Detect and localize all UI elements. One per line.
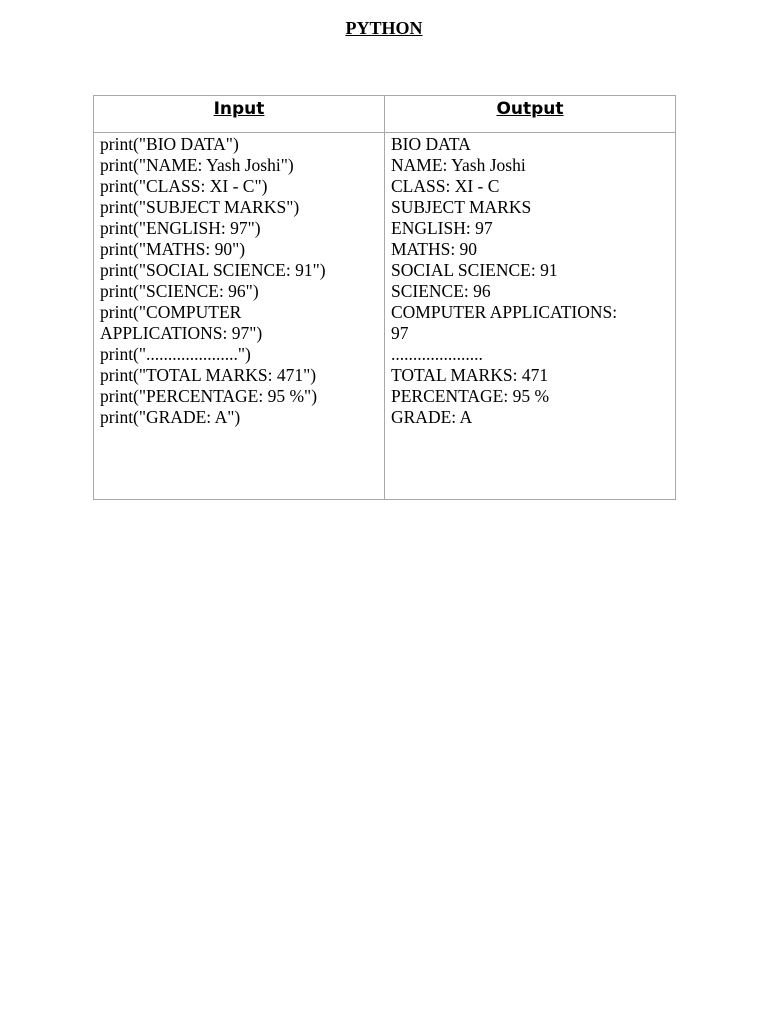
output-line: .....................	[391, 344, 483, 364]
input-line: print("GRADE: A")	[100, 407, 241, 427]
output-line: NAME: Yash Joshi	[391, 155, 526, 175]
input-line: print("NAME: Yash Joshi")	[100, 155, 294, 175]
output-line: MATHS: 90	[391, 239, 478, 259]
output-line: COMPUTER APPLICATIONS:	[391, 302, 618, 322]
input-line: print("SUBJECT MARKS")	[100, 197, 300, 217]
input-column-header: Input	[94, 96, 385, 133]
input-output-table	[93, 95, 676, 500]
output-line: GRADE: A	[391, 407, 473, 427]
output-line: CLASS: XI - C	[391, 176, 500, 196]
input-line: APPLICATIONS: 97")	[100, 323, 263, 343]
input-line: print("ENGLISH: 97")	[100, 218, 261, 238]
input-line: print("COMPUTER	[100, 302, 242, 322]
input-line: print("CLASS: XI - C")	[100, 176, 268, 196]
output-line: SUBJECT MARKS	[391, 197, 532, 217]
table-row	[94, 133, 676, 500]
output-line: SOCIAL SCIENCE: 91	[391, 260, 558, 280]
output-line: SCIENCE: 96	[391, 281, 491, 301]
output-line: TOTAL MARKS: 471	[391, 365, 549, 385]
input-code-cell	[94, 133, 385, 500]
input-line: print("BIO DATA")	[100, 134, 239, 154]
input-line: print("TOTAL MARKS: 471")	[100, 365, 317, 385]
document-title: PYTHON	[345, 18, 423, 38]
output-column-header: Output	[385, 96, 676, 133]
input-line: print("SCIENCE: 96")	[100, 281, 259, 301]
output-line: ENGLISH: 97	[391, 218, 493, 238]
output-text-cell	[385, 133, 676, 500]
output-line: PERCENTAGE: 95 %	[391, 386, 550, 406]
output-line: 97	[391, 323, 409, 343]
input-line: print(".....................")	[100, 344, 251, 364]
input-line: print("PERCENTAGE: 95 %")	[100, 386, 318, 406]
input-line: print("SOCIAL SCIENCE: 91")	[100, 260, 326, 280]
output-line: BIO DATA	[391, 134, 471, 154]
input-line: print("MATHS: 90")	[100, 239, 246, 259]
table-header-row	[94, 96, 676, 133]
